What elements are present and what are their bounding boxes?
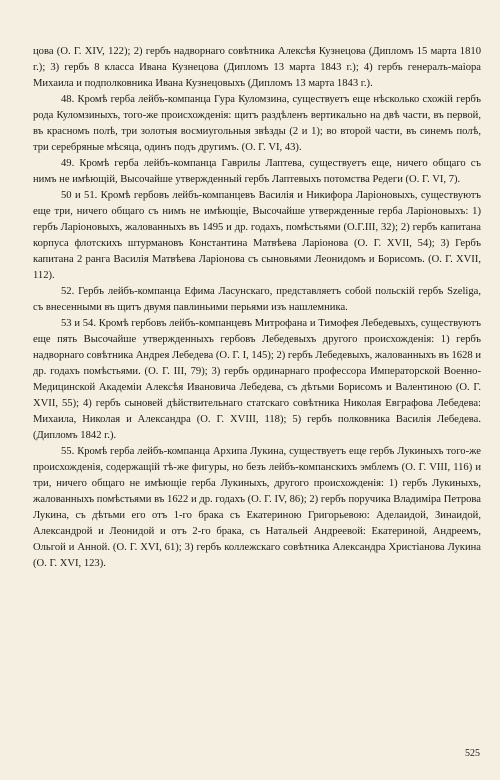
page-number: 525 <box>465 748 480 759</box>
body-text <box>33 44 481 572</box>
paragraph-55: 55. Кромѣ герба лейбъ-компанца Архипа Лукина, существуетъ еще гербъ Лукиныхъ того-же происхожденія, содержащій тѣ-же фигуры, но безъ лейбъ-компанскихъ эмблемъ (О. Г. VIII, 116) и три, ничего общаго не имѣющіе герба Лукиныхъ, другого происхожденія: 1) гербъ Лукиныхъ, жалованныхъ помѣстьями въ 1622 и др. годахъ (О. Г. IV, 86); 2) гербъ поручика Владиміра Петрова Лукина, съ дѣтьми его отъ 1-го брака съ Екатериною Григорьевою: Аделаидой, Зинаидой, Александрой и Леонидой и отъ 2-го брака, съ Натальей Андреевой: Екатериной, Андреемъ, Ольгой и Анной. (О. Г. XVI, 61); 3) гербъ коллежскаго совѣтника Александра Христіанова Лукина (О. Г. XVI, 123). <box>33 446 481 569</box>
paragraph-50-51: 50 и 51. Кромѣ гербовъ лейбъ-компанцевъ Василія и Никифора Ларіоновыхъ, существуютъ еще три, ничего общаго съ нимъ не имѣющіе, Высочайше утвержденные герба Ларіоновыхъ: 1) гербъ Ларіоновыхъ, жалованныхъ въ 1495 и др. годахъ, помѣстьями (О.Г.III, 32); 2) гербъ капитана корпуса флотскихъ штурмановъ Константина Матвѣева Ларіонова (О. Г. XVII, 54); 3) Гербъ капитана 2 ранга Василія Матвѣева Ларіонова съ сыновьями Леонидомъ и Борисомъ. (О. Г. XVII, 112). <box>33 190 481 281</box>
paragraph-continuation: цова (О. Г. XIV, 122); 2) гербъ надворнаго совѣтника Алексѣя Кузнецова (Дипломъ 15 марта 1810 г.); 3) гербъ 8 класса Ивана Кузнецова (Дипломъ 13 марта 1843 г.); 4) гербъ генералъ-маіора Михаила и подполковника Ивана Кузнецовыхъ (Дипломъ 13 марта 1843 г.). <box>33 46 481 89</box>
paragraph-49: 49. Кромѣ герба лейбъ-компанца Гаврилы Лаптева, существуетъ еще, ничего общаго съ нимъ не имѣющій, Высочайше утвержденный гербъ Лаптевыхъ потомства Редеги (О. Г. VI, 7). <box>33 158 481 185</box>
paragraph-52: 52. Гербъ лейбъ-компанца Ефима Ласунскаго, представляетъ собой польскій гербъ Szeliga, съ внесенными въ щитъ двумя павлиньими перьями изъ нашлемника. <box>33 286 481 313</box>
paragraph-53-54: 53 и 54. Кромѣ гербовъ лейбъ-компанцевъ Митрофана и Тимофея Лебедевыхъ, существуютъ еще пять Высочайше утвержденныхъ гербовъ Лебедевыхъ другого происхожденія: 1) гербъ надворнаго совѣтника Андрея Лебедева (О. Г. I, 145); 2) гербъ Лебедевыхъ, жалованныхъ въ 1628 и др. годахъ помѣстьями. (О. Г. III, 79); 3) гербъ ординарнаго профессора Императорской Военно-Медицинской Академіи Алексѣя Ивановича Лебедева, съ дѣтьми Борисомъ и Валентиною (О. Г. XVII, 55); 4) гербъ сыновей дѣйствительнаго статскаго совѣтника Николая Евграфова Лебедева: Михаила, Николая и Александра (О. Г. XVIII, 118); 5) гербъ полковника Василія Лебедева. (Дипломъ 1842 г.). <box>33 318 481 441</box>
paragraph-48: 48. Кромѣ герба лейбъ-компанца Гура Куломзина, существуетъ еще нѣсколько схожій гербъ рода Куломзиныхъ, того-же происхожденія: щитъ раздѣленъ вертикально на двѣ части, въ первой, въ красномъ полѣ, три золотыя восмиугольныя звѣзды (2 и 1); во второй части, въ синемъ полѣ, три серебряные мѣсяца, одинъ подъ другимъ. (О. Г. VI, 43). <box>33 94 481 153</box>
